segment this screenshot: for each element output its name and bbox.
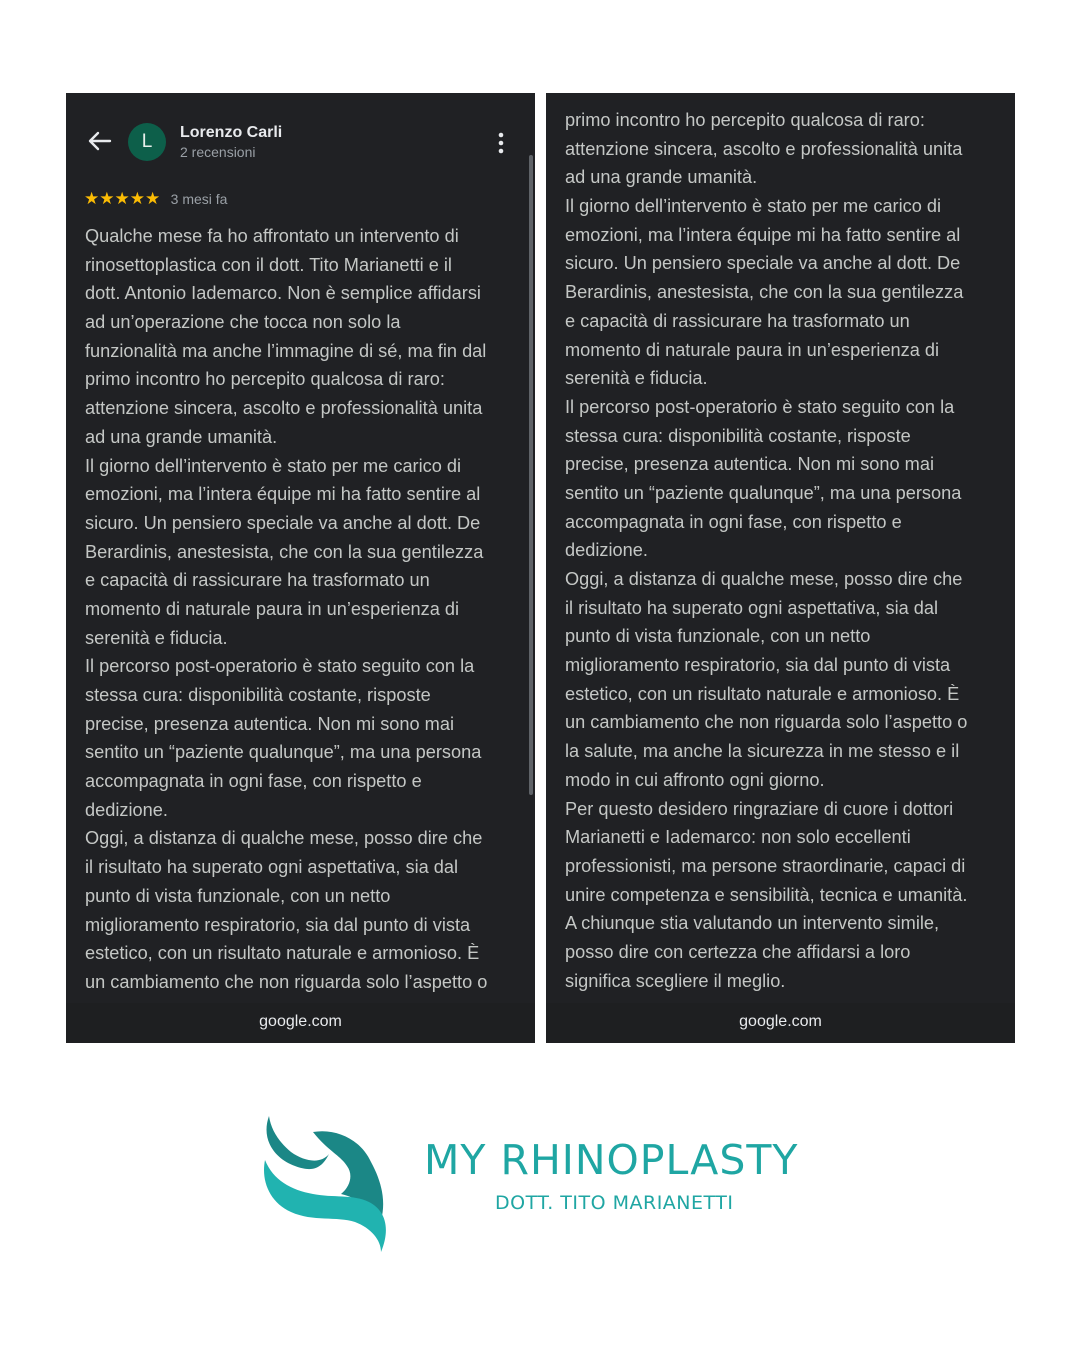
avatar[interactable]: L <box>128 123 166 161</box>
review-text-line: modo in cui affronto ogni giorno. <box>565 769 825 790</box>
review-text-line: Il giorno dell’intervento è stato per me carico di <box>565 196 942 217</box>
review-text-line: un cambiamento che non riguarda solo l’aspetto o <box>85 971 488 992</box>
review-text <box>85 222 487 997</box>
scrollbar[interactable] <box>529 155 533 795</box>
review-text-line: Berardinis, anestesista, che con la sua gentilezza <box>85 541 484 562</box>
url-footer: google.com <box>546 1003 1015 1043</box>
review-text-line: sentito un “paziente qualunque”, ma una persona <box>565 482 962 503</box>
arrow-back-icon[interactable] <box>86 129 112 153</box>
review-text-line: ad una grande umanità. <box>85 426 278 447</box>
review-text-line: serenità e fiducia. <box>565 368 708 389</box>
review-text-line: dott. Antonio Iademarco. Non è semplice affidarsi <box>85 283 481 304</box>
review-text-line: sicuro. Un pensiero speciale va anche al dott. De <box>85 512 481 533</box>
review-text-line: stessa cura: disponibilità costante, risposte <box>565 425 911 446</box>
review-text-line: estetico, con un risultato naturale e armonioso. È <box>85 943 480 964</box>
review-text-line: Oggi, a distanza di qualche mese, posso dire che <box>565 569 963 589</box>
review-text-line: significa scegliere il meglio. <box>565 970 786 991</box>
review-text-line: momento di naturale paura in un’esperienza di <box>85 598 460 619</box>
url-footer: google.com <box>66 1003 535 1043</box>
review-text-line: unire competenza e sensibilità, tecnica e umanità. <box>565 884 968 905</box>
brand-title: MY RHINOPLASTY <box>424 1136 799 1184</box>
review-screenshot-left <box>66 93 535 1043</box>
review-text-line: rinosettoplastica con il dott. Tito Marianetti e il <box>85 254 452 275</box>
review-date: 3 mesi fa <box>170 191 228 207</box>
review-text-line: professionisti, ma persone straordinarie, capaci di <box>565 855 966 876</box>
review-text-line: Qualche mese fa ho affrontato un intervento di <box>85 226 459 246</box>
review-text-line: Il percorso post-operatorio è stato seguito con la <box>565 396 955 417</box>
review-text-line: Oggi, a distanza di qualche mese, posso dire che <box>85 828 483 849</box>
review-text-line: miglioramento respiratorio, sia dal punto di vista <box>85 914 471 935</box>
brand-subtitle: DOTT. TITO MARIANETTI <box>495 1192 734 1214</box>
review-text-line: punto di vista funzionale, con un netto <box>565 626 871 647</box>
review-text-line: Berardinis, anestesista, che con la sua gentilezza <box>565 282 964 303</box>
review-text-line: primo incontro ho percepito qualcosa di raro: <box>85 369 445 390</box>
review-text-line: stessa cura: disponibilità costante, risposte <box>85 685 431 705</box>
review-text-line: miglioramento respiratorio, sia dal punto di vista <box>565 655 951 676</box>
star-rating-icon: ★★★★★ <box>84 189 161 208</box>
more-vert-icon[interactable] <box>493 131 509 155</box>
review-text-line: il risultato ha superato ogni aspettativa, sia dal <box>85 857 459 878</box>
review-text-line: emozioni, ma l’intera équipe mi ha fatto sentire al <box>565 224 961 245</box>
review-text-line: dedizione. <box>85 799 168 820</box>
review-text-line: punto di vista funzionale, con un netto <box>85 885 391 906</box>
reviewer-name[interactable]: Lorenzo Carli <box>180 124 283 141</box>
brand-logo-icon <box>255 1110 395 1255</box>
review-text-line: precise, presenza autentica. Non mi sono mai <box>565 454 934 475</box>
review-text-line: precise, presenza autentica. Non mi sono mai <box>85 713 454 734</box>
review-text-line: posso dire con certezza che affidarsi a loro <box>565 941 911 962</box>
review-text-line: il risultato ha superato ogni aspettativa, sia dal <box>565 597 939 618</box>
review-text-line: ad un’operazione che tocca non solo la <box>85 312 401 333</box>
review-text-line: attenzione sincera, ascolto e professionalità unita <box>565 138 963 159</box>
review-screenshot-right <box>546 93 1015 1043</box>
rating-row <box>84 189 227 209</box>
review-text-line: sicuro. Un pensiero speciale va anche al dott. De <box>565 253 961 274</box>
review-text-continued <box>565 106 967 995</box>
review-text-line: accompagnata in ogni fase, con rispetto e <box>85 771 422 792</box>
review-count: 2 recensioni <box>180 144 256 160</box>
review-text-line: dedizione. <box>565 540 648 561</box>
review-text-line: Il percorso post-operatorio è stato seguito con la <box>85 656 475 677</box>
review-text-line: estetico, con un risultato naturale e armonioso. È <box>565 683 960 704</box>
review-text-line: Il giorno dell’intervento è stato per me carico di <box>85 455 462 476</box>
review-text-line: e capacità di rassicurare ha trasformato un <box>85 570 430 591</box>
review-text-line: emozioni, ma l’intera équipe mi ha fatto sentire al <box>85 484 481 505</box>
review-text-line: A chiunque stia valutando un intervento simile, <box>565 913 940 934</box>
review-text-line: Marianetti e Iademarco: non solo eccellenti <box>565 827 911 848</box>
review-text-line: accompagnata in ogni fase, con rispetto e <box>565 511 902 532</box>
review-text-line: attenzione sincera, ascolto e professionalità unita <box>85 398 483 419</box>
review-header <box>66 93 535 183</box>
review-text-line: un cambiamento che non riguarda solo l’aspetto o <box>565 712 968 733</box>
review-text-line: sentito un “paziente qualunque”, ma una persona <box>85 742 482 763</box>
review-text-line: ad una grande umanità. <box>565 167 758 188</box>
review-text-line: primo incontro ho percepito qualcosa di raro: <box>565 110 925 130</box>
review-text-line: serenità e fiducia. <box>85 627 228 648</box>
review-text-line: funzionalità ma anche l’immagine di sé, ma fin dal <box>85 340 487 361</box>
review-text-line: Per questo desidero ringraziare di cuore i dottori <box>565 798 954 819</box>
review-text-line: momento di naturale paura in un’esperienza di <box>565 339 940 360</box>
review-text-line: e capacità di rassicurare ha trasformato un <box>565 310 910 331</box>
review-text-line: la salute, ma anche la sicurezza in me stesso e il <box>565 741 960 762</box>
